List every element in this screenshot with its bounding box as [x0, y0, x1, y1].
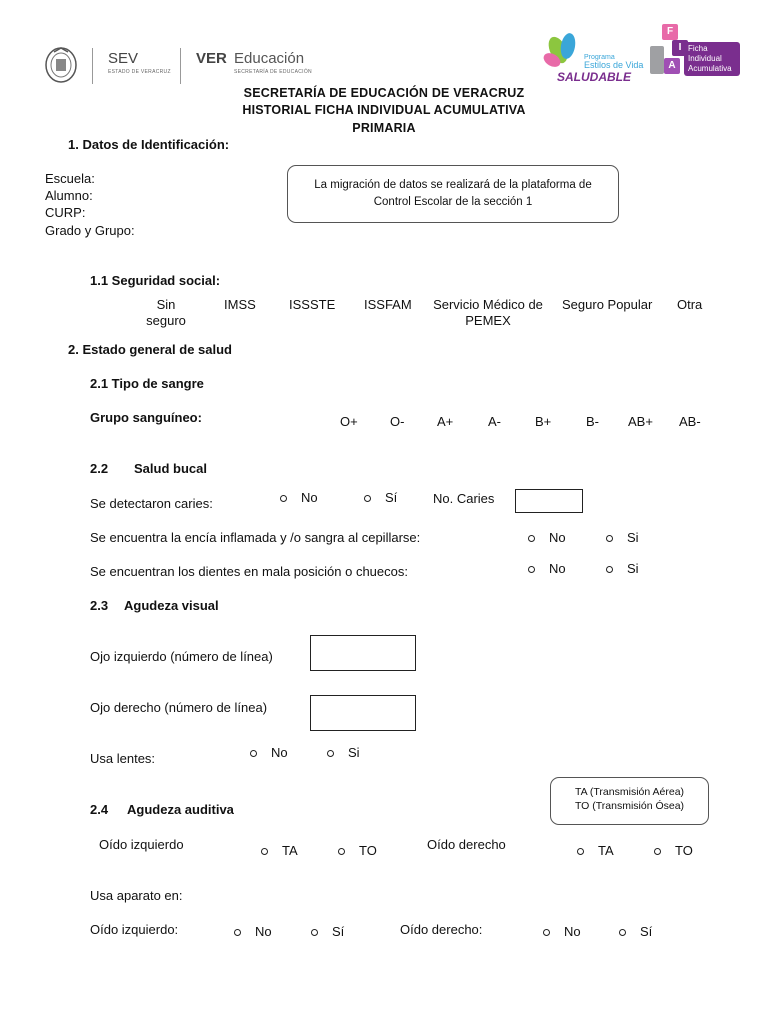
visual-heading: Agudeza visual: [124, 598, 219, 613]
left-ear-ta-label: TA: [282, 843, 298, 858]
aparato-right-no-option[interactable]: [543, 924, 581, 939]
fia-text-line3: Acumulativa: [688, 64, 732, 73]
document-title-1: SECRETARÍA DE EDUCACIÓN DE VERACRUZ: [243, 86, 525, 100]
fia-block-i: I: [672, 40, 688, 56]
header-divider: [92, 48, 93, 84]
aparato-right-ear-label: Oído derecho:: [400, 922, 483, 937]
radio-circle[interactable]: [543, 929, 550, 936]
sev-logo-text: SEV: [108, 50, 139, 67]
encia-no-label: No: [549, 530, 566, 545]
radio-circle[interactable]: [280, 495, 287, 502]
radio-circle[interactable]: [528, 535, 535, 542]
dientes-no-option[interactable]: [528, 561, 566, 576]
legend-to: TO (Transmisión Ósea): [574, 800, 685, 812]
document-title-2: HISTORIAL FICHA INDIVIDUAL ACUMULATIVA: [242, 103, 526, 117]
program-small-text: Programa: [584, 54, 615, 61]
blood-type-a-pos[interactable]: A+: [437, 414, 454, 429]
encia-si-option[interactable]: [606, 530, 639, 545]
header-divider-2: [180, 48, 181, 84]
right-ear-to-option[interactable]: [654, 843, 693, 858]
left-ear-to-label: TO: [359, 843, 377, 858]
blood-type-ab-pos[interactable]: AB+: [628, 414, 653, 429]
sangre-heading: 2.1 Tipo de sangre: [90, 376, 204, 391]
migration-note-text: La migración de datos se realizará de la plataforma de Control Escolar de la sección 1: [314, 179, 592, 208]
aparato-left-si-label: Sí: [332, 924, 345, 939]
left-ear-label: Oído izquierdo: [99, 837, 184, 852]
grupo-sanguineo-label: Grupo sanguíneo:: [90, 410, 202, 425]
left-eye-label: Ojo izquierdo (número de línea): [90, 649, 273, 664]
aparato-right-si-option[interactable]: [619, 924, 652, 939]
right-eye-input[interactable]: [310, 695, 416, 731]
seguridad-heading: 1.1 Seguridad social:: [90, 273, 221, 288]
dientes-no-label: No: [549, 561, 566, 576]
radio-circle[interactable]: [654, 848, 661, 855]
caries-question: Se detectaron caries:: [90, 496, 213, 511]
fia-logo: [648, 24, 740, 84]
fia-text-line1: Ficha: [688, 44, 708, 53]
educacion-logo-text: Educación: [234, 50, 305, 67]
fia-block-a: A: [664, 58, 680, 74]
field-alumno: Alumno:: [45, 188, 93, 203]
radio-circle[interactable]: [619, 929, 626, 936]
radio-circle[interactable]: [261, 848, 268, 855]
radio-circle[interactable]: [234, 929, 241, 936]
fia-block-deco: [650, 46, 664, 74]
section2-heading: 2. Estado general de salud: [68, 342, 232, 357]
caries-si-label: Sí: [385, 490, 398, 505]
aparato-left-si-option[interactable]: [311, 924, 344, 939]
option-imss[interactable]: IMSS: [224, 297, 256, 312]
visual-number: 2.3: [90, 598, 109, 613]
caries-no-label: No: [301, 490, 318, 505]
lentes-no-label: No: [271, 745, 288, 760]
bucal-heading: Salud bucal: [134, 461, 207, 476]
encia-si-label: Si: [627, 530, 639, 545]
transmission-legend: [550, 777, 709, 825]
right-eye-label: Ojo derecho (número de línea): [90, 700, 268, 715]
caries-count-input[interactable]: [515, 489, 583, 513]
blood-type-a-neg[interactable]: A-: [488, 414, 501, 429]
option-seguro-popular[interactable]: Seguro Popular: [562, 297, 653, 312]
right-ear-ta-option[interactable]: [577, 843, 614, 858]
radio-circle[interactable]: [327, 750, 334, 757]
auditiva-number: 2.4: [90, 802, 109, 817]
program-big-text: SALUDABLE: [557, 70, 631, 84]
aparato-left-no-option[interactable]: [234, 924, 272, 939]
radio-circle[interactable]: [577, 848, 584, 855]
left-ear-to-option[interactable]: [338, 843, 377, 858]
encia-no-option[interactable]: [528, 530, 566, 545]
encia-question: Se encuentra la encía inflamada y /o sangra al cepillarse:: [90, 530, 421, 545]
sev-logo-subtext: ESTADO DE VERACRUZ: [108, 69, 171, 75]
blood-type-b-neg[interactable]: B-: [586, 414, 599, 429]
lentes-si-label: Si: [348, 745, 360, 760]
right-ear-label: Oído derecho: [427, 837, 506, 852]
caries-no-option[interactable]: [280, 490, 318, 505]
field-grado-grupo: Grado y Grupo:: [45, 223, 135, 238]
right-ear-ta-label: TA: [598, 843, 614, 858]
dientes-question: Se encuentran los dientes en mala posición o chuecos:: [90, 564, 408, 579]
radio-circle[interactable]: [606, 535, 613, 542]
saludable-program-logo: [540, 32, 644, 88]
aparato-label: Usa aparato en:: [90, 888, 183, 903]
radio-circle[interactable]: [364, 495, 371, 502]
blood-type-o-pos[interactable]: O+: [340, 414, 358, 429]
lentes-question: Usa lentes:: [90, 751, 156, 766]
lentes-no-option[interactable]: [250, 745, 288, 760]
program-line-text: Estilos de Vida: [584, 60, 644, 70]
document-title-3: PRIMARIA: [352, 121, 416, 135]
left-eye-input[interactable]: [310, 635, 416, 671]
dientes-si-option[interactable]: [606, 561, 639, 576]
option-sin-seguro[interactable]: Sin seguro: [146, 297, 186, 328]
option-issfam[interactable]: ISSFAM: [364, 297, 412, 312]
radio-circle[interactable]: [606, 566, 613, 573]
aparato-left-ear-label: Oído izquierdo:: [90, 922, 179, 937]
educacion-logo-subtext: SECRETARÍA DE EDUCACIÓN: [234, 69, 312, 75]
lentes-si-option[interactable]: [327, 745, 360, 760]
bucal-number: 2.2: [90, 461, 109, 476]
radio-circle[interactable]: [250, 750, 257, 757]
aparato-right-no-label: No: [564, 924, 581, 939]
radio-circle[interactable]: [528, 566, 535, 573]
option-otra[interactable]: Otra: [677, 297, 703, 312]
fia-block-f: F: [662, 24, 678, 40]
fia-text-panel: [684, 42, 740, 76]
blood-type-ab-neg[interactable]: AB-: [679, 414, 701, 429]
migration-note: [287, 165, 619, 223]
fia-text-line2: Individual: [688, 54, 722, 63]
auditiva-heading: Agudeza auditiva: [127, 802, 234, 817]
caries-si-option[interactable]: [364, 490, 397, 505]
caries-count-label: No. Caries: [433, 491, 495, 506]
radio-circle[interactable]: [338, 848, 345, 855]
left-ear-ta-option[interactable]: [261, 843, 298, 858]
state-seal-logo: [44, 46, 78, 84]
field-escuela: Escuela:: [45, 171, 95, 186]
ver-logo-text: VER: [196, 50, 227, 67]
blood-type-o-neg[interactable]: O-: [390, 414, 405, 429]
legend-ta: TA (Transmisión Aérea): [574, 786, 685, 798]
section1-heading: 1. Datos de Identificación:: [68, 137, 230, 152]
right-ear-to-label: TO: [675, 843, 693, 858]
aparato-right-si-label: Sí: [640, 924, 653, 939]
aparato-left-no-label: No: [255, 924, 272, 939]
option-pemex[interactable]: Servicio Médico de PEMEX: [433, 297, 543, 328]
field-curp: CURP:: [45, 205, 86, 220]
dientes-si-label: Si: [627, 561, 639, 576]
blood-type-b-pos[interactable]: B+: [535, 414, 552, 429]
option-issste[interactable]: ISSSTE: [289, 297, 336, 312]
radio-circle[interactable]: [311, 929, 318, 936]
